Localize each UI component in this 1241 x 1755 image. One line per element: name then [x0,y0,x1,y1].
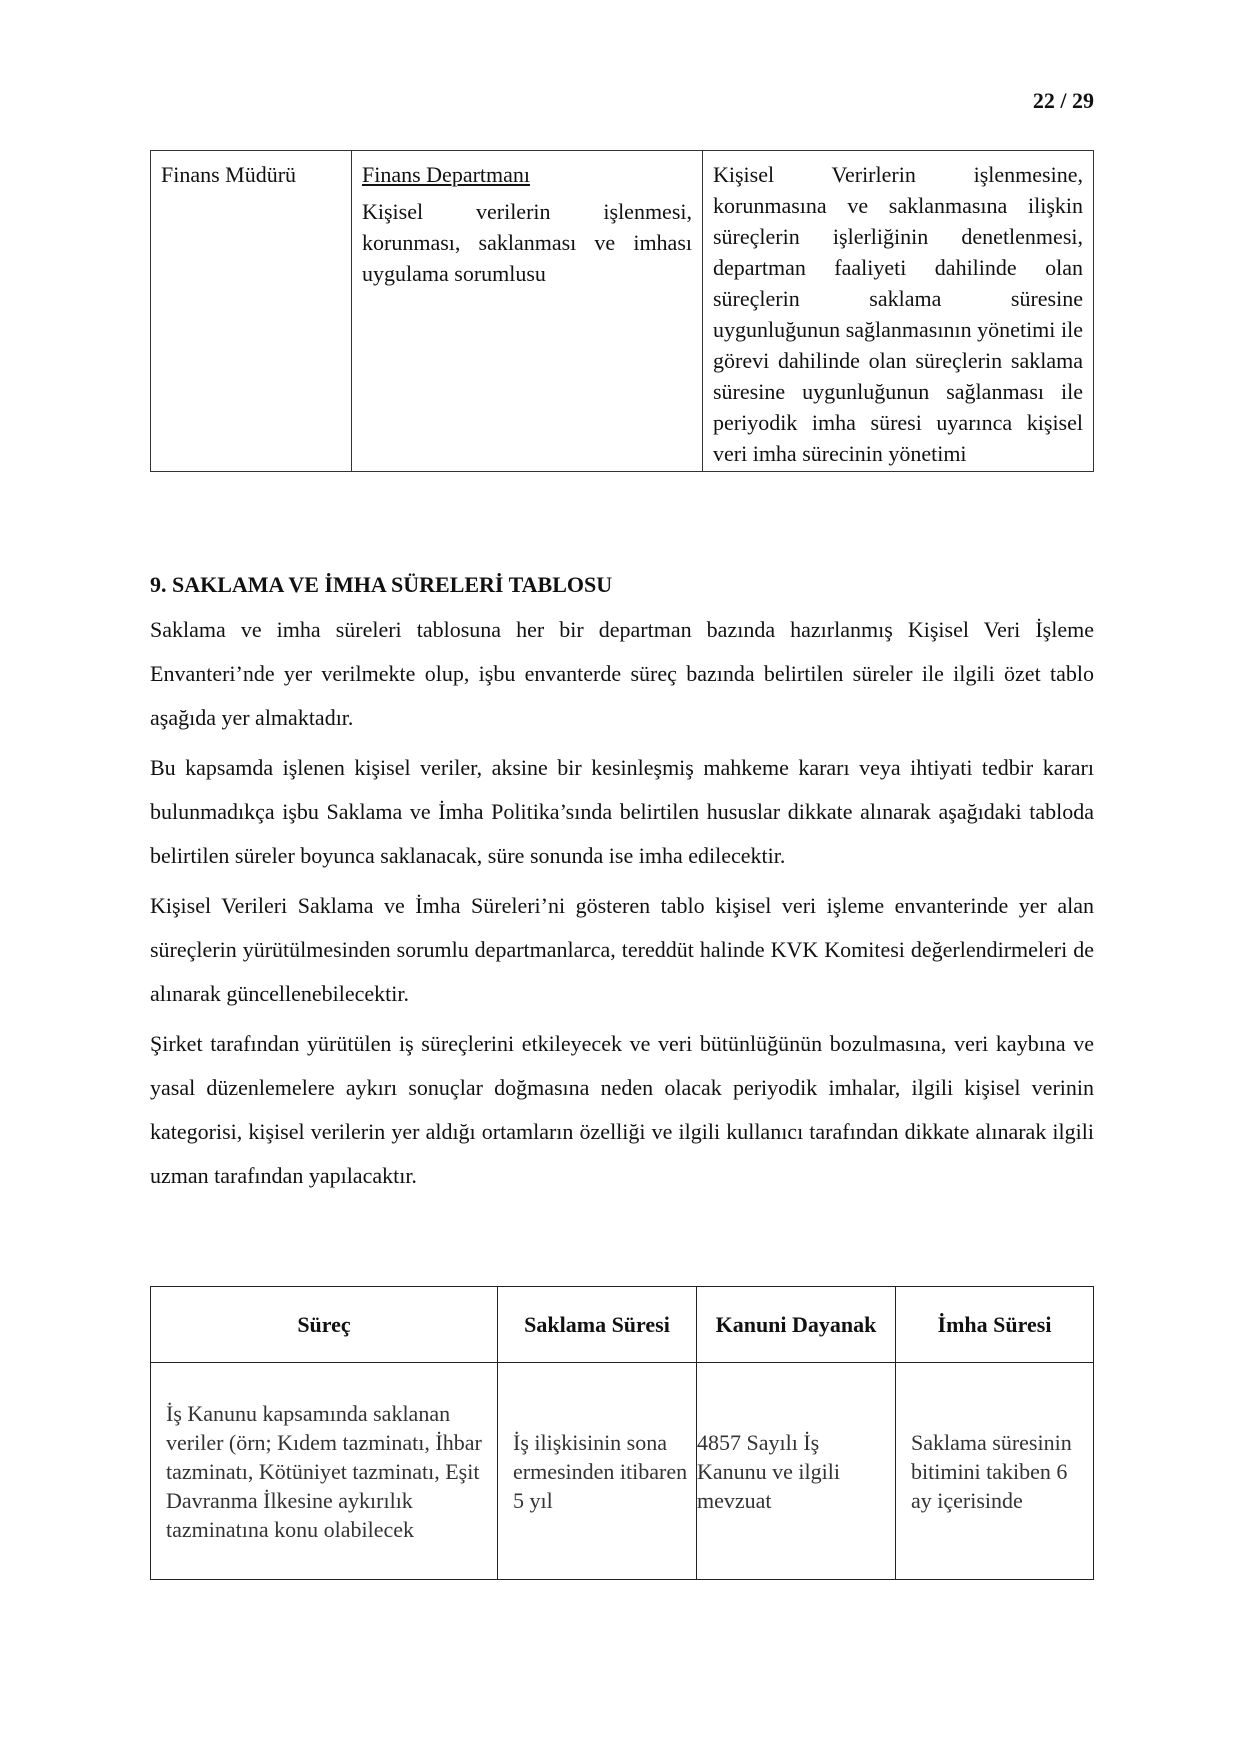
department-cell [352,151,703,472]
retention-section [150,570,1094,1204]
paragraph: Şirket tarafından yürütülen iş süreçlerini etkileyecek ve veri bütünlüğünün bozulmasına, veri kaybına ve yasal düzenlemelere aykırı sonuçlar doğmasına neden olacak periyodik imhalar, ilgili kişisel verinin kategorisi, kişisel verilerin yer aldığı ortamların özelliği ve ilgili kullanıcı tarafından dikkate alınarak ilgili uzman tarafından yapılacaktır. [150,1031,1094,1188]
retention-cell: İş ilişkisinin sona ermesinden itibaren 5 yıl [498,1363,697,1580]
header-legal-basis: Kanuni Dayanak [697,1287,896,1363]
destruction-cell: Saklama süresinin bitimini takiben 6 ay içerisinde [896,1363,1094,1580]
paragraph: Kişisel Verileri Saklama ve İmha Süreleri’ni gösteren tablo kişisel veri işleme envanterinde yer alan süreçlerin yürütülmesinden sorumlu departmanlarca, tereddüt halinde KVK Komitesi değerlendirmeleri de alınarak güncellenebilecektir. [150,893,1094,1006]
legal-basis-cell: 4857 Sayılı İş Kanunu ve ilgili mevzuat [697,1363,896,1580]
role-cell: Finans Müdürü [151,151,352,472]
header-process: Süreç [151,1287,498,1363]
responsibility-table [150,150,1094,472]
section-title: 9. SAKLAMA VE İMHA SÜRELERİ TABLOSU [150,572,613,597]
paragraph: Bu kapsamda işlenen kişisel veriler, aksine bir kesinleşmiş mahkeme kararı veya ihtiyati tedbir kararı bulunmadıkça işbu Saklama ve İmha Politika’sında belirtilen hususlar dikkate alınarak aşağıdaki tabloda belirtilen süreler boyunca saklanacak, süre sonunda ise imha edilecektir. [150,755,1094,868]
process-cell: İş Kanunu kapsamında saklanan veriler (örn; Kıdem tazminatı, İhbar tazminatı, Kötüniyet tazminatı, Eşit Davranma İlkesine aykırılık tazminatına konu olabilecek [151,1363,498,1580]
header-destruction: İmha Süresi [896,1287,1094,1363]
department-description: Kişisel verilerin işlenmesi, korunması, saklanması ve imhası uygulama sorumlusu [362,199,692,286]
table-row [151,151,1094,472]
table-header-row [151,1287,1094,1363]
paragraph: Saklama ve imha süreleri tablosuna her bir departman bazında hazırlanmış Kişisel Veri İşleme Envanteri’nde yer verilmekte olup, işbu envanterde süreç bazında belirtilen süreler ile ilgili özet tablo aşağıda yer almaktadır. [150,617,1094,730]
page-number: 22 / 29 [1032,88,1094,113]
department-name: Finans Departmanı [362,162,531,187]
retention-table [150,1286,1094,1580]
table-row [151,1363,1094,1580]
header-retention: Saklama Süresi [498,1287,697,1363]
duty-cell: Kişisel Verirlerin işlenmesine, korunmasına ve saklanmasına ilişkin süreçlerin işlerliğinin denetlenmesi, departman faaliyeti dahilinde olan süreçlerin saklama süresine uygunluğunun sağlanmasının yönetimi ile görevi dahilinde olan süreçlerin saklama süresine uygunluğunun sağlanması ile periyodik imha süresi uyarınca kişisel veri imha sürecinin yönetimi [703,151,1094,472]
